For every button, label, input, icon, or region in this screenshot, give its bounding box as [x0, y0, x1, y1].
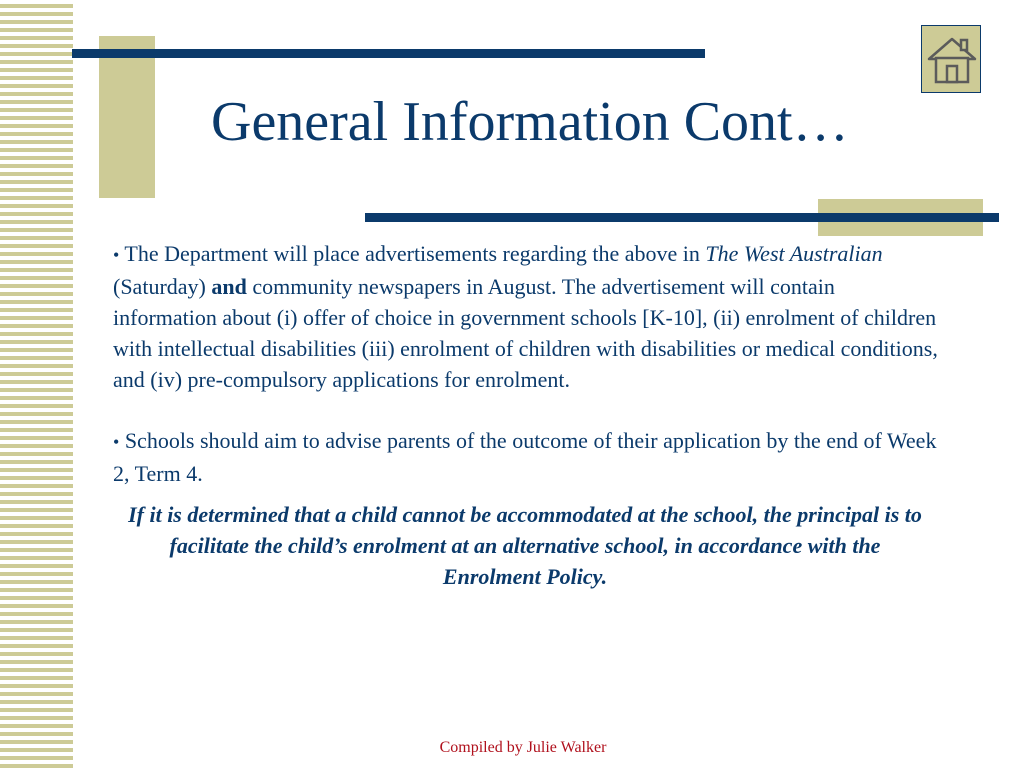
- home-button[interactable]: [921, 25, 981, 93]
- slide-body: [113, 238, 943, 614]
- bullet-marker: •: [113, 432, 120, 452]
- striped-sidebar-decoration: [0, 0, 73, 768]
- emphasis-and: and: [211, 274, 247, 299]
- paragraph1-post: community newspapers in August. The advertisement will contain information about (i) offer of choice in government schools [K-10], (ii) enrolment of children with intellectual disabilities (iii) enrolment of children with disabilities or medical conditions, and (iv) pre-compulsory applications for enrolment.: [113, 274, 938, 392]
- policy-note: If it is determined that a child cannot be accommodated at the school, the principal is to facilitate the child’s enrolment at an alternative school, in accordance with the Enrolment Policy.: [128, 502, 922, 589]
- footer-text: Compiled by Julie Walker: [439, 739, 607, 756]
- tan-accent-block-left: [99, 36, 155, 198]
- paragraph1-pre: The Department will place advertisements regarding the above in: [119, 241, 706, 266]
- top-rule-line: [72, 49, 705, 58]
- bullet-paragraph-outcome: [113, 425, 943, 489]
- footer-credit: [0, 739, 1024, 757]
- newspaper-name: The West Australian: [705, 241, 883, 266]
- slide-title: General Information Cont…: [211, 91, 849, 153]
- bullet-marker: •: [113, 245, 120, 265]
- paragraph2-text: Schools should aim to advise parents of the outcome of their application by the end of Week 2, Term 4.: [113, 428, 937, 486]
- home-icon: [926, 34, 978, 86]
- paragraph1-mid: (Saturday): [113, 274, 212, 299]
- bottom-rule-line: [365, 213, 999, 222]
- bullet-paragraph-advertisements: [113, 238, 943, 395]
